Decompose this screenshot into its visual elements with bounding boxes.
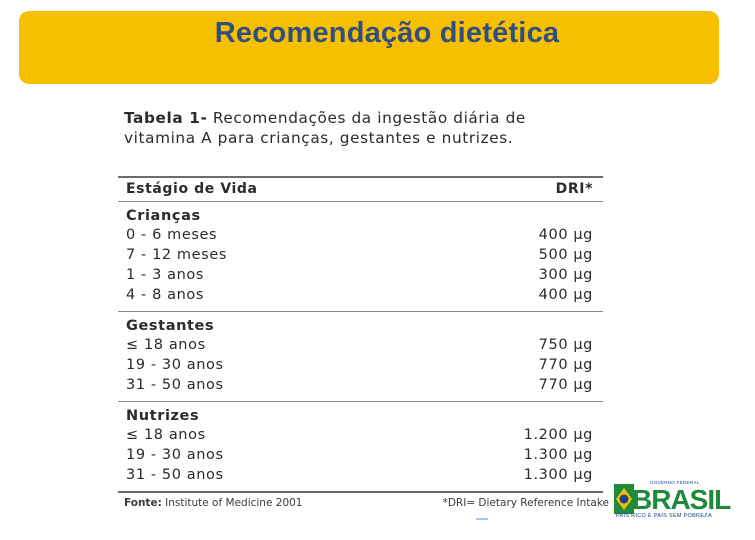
table-row [118, 357, 603, 377]
header-stage: Estágio de Vida [126, 181, 258, 197]
dri-footnote: *DRI= Dietary Reference Intake [442, 497, 609, 509]
table-row [118, 227, 603, 247]
stage-cell: 31 - 50 anos [126, 377, 224, 393]
logo-main-text: BRASIL [632, 484, 731, 515]
header-dri: DRI* [555, 181, 593, 197]
table-row [118, 427, 603, 447]
stage-cell: 7 - 12 meses [126, 247, 228, 263]
group-title [118, 206, 603, 227]
brasil-government-logo [614, 480, 731, 522]
stage-cell: ≤ 18 anos [126, 337, 206, 353]
dri-cell: 770 µg [538, 357, 593, 373]
caption-label: Tabela 1- [124, 109, 208, 127]
group-name: Gestantes [126, 318, 215, 334]
slide-title: Recomendação dietética [214, 17, 560, 49]
source-note [124, 497, 303, 509]
logo-slogan: PAÍS RICO É PAÍS SEM POBREZA [616, 513, 712, 519]
table-row [118, 377, 603, 397]
table-row [118, 447, 603, 467]
dri-cell: 770 µg [538, 377, 593, 393]
dri-cell: 1.300 µg [523, 467, 593, 483]
dri-cell: 300 µg [538, 267, 593, 283]
group-name: Nutrizes [126, 408, 200, 424]
table-header-row [118, 178, 603, 201]
flag-icon [614, 484, 634, 514]
title-bar [19, 11, 719, 84]
table-row [118, 287, 603, 307]
stage-cell: 19 - 30 anos [126, 357, 224, 373]
group-criancas [118, 202, 603, 311]
dri-cell: 400 µg [538, 287, 593, 303]
stage-cell: 4 - 8 anos [126, 287, 205, 303]
dri-cell: 400 µg [538, 227, 593, 243]
stage-cell: 19 - 30 anos [126, 447, 224, 463]
table-footer [118, 497, 609, 515]
group-name: Crianças [126, 208, 201, 224]
group-title [118, 316, 603, 337]
table-row [118, 247, 603, 267]
table-caption [124, 108, 603, 148]
logo-top-text: GOVERNO FEDERAL [650, 480, 700, 485]
table-row [118, 467, 603, 487]
group-title [118, 406, 603, 427]
stage-cell: ≤ 18 anos [126, 427, 206, 443]
dri-cell: 1.300 µg [523, 447, 593, 463]
dri-cell: 750 µg [538, 337, 593, 353]
vitamin-a-table [118, 108, 609, 515]
dri-cell: 500 µg [538, 247, 593, 263]
stage-cell: 1 - 3 anos [126, 267, 205, 283]
caption-text: Recomendações da ingestão diária de vitamina A para crianças, gestantes e nutrizes. [124, 109, 526, 147]
decorative-dash [476, 518, 488, 520]
group-gestantes [118, 312, 603, 401]
group-nutrizes [118, 402, 603, 491]
stage-cell: 0 - 6 meses [126, 227, 218, 243]
table-row [118, 267, 603, 287]
table-bottom-rule [118, 491, 603, 493]
dri-cell: 1.200 µg [523, 427, 593, 443]
source-label: Fonte: [124, 497, 162, 509]
source-text: Institute of Medicine 2001 [161, 497, 303, 509]
stage-cell: 31 - 50 anos [126, 467, 224, 483]
table-row [118, 337, 603, 357]
